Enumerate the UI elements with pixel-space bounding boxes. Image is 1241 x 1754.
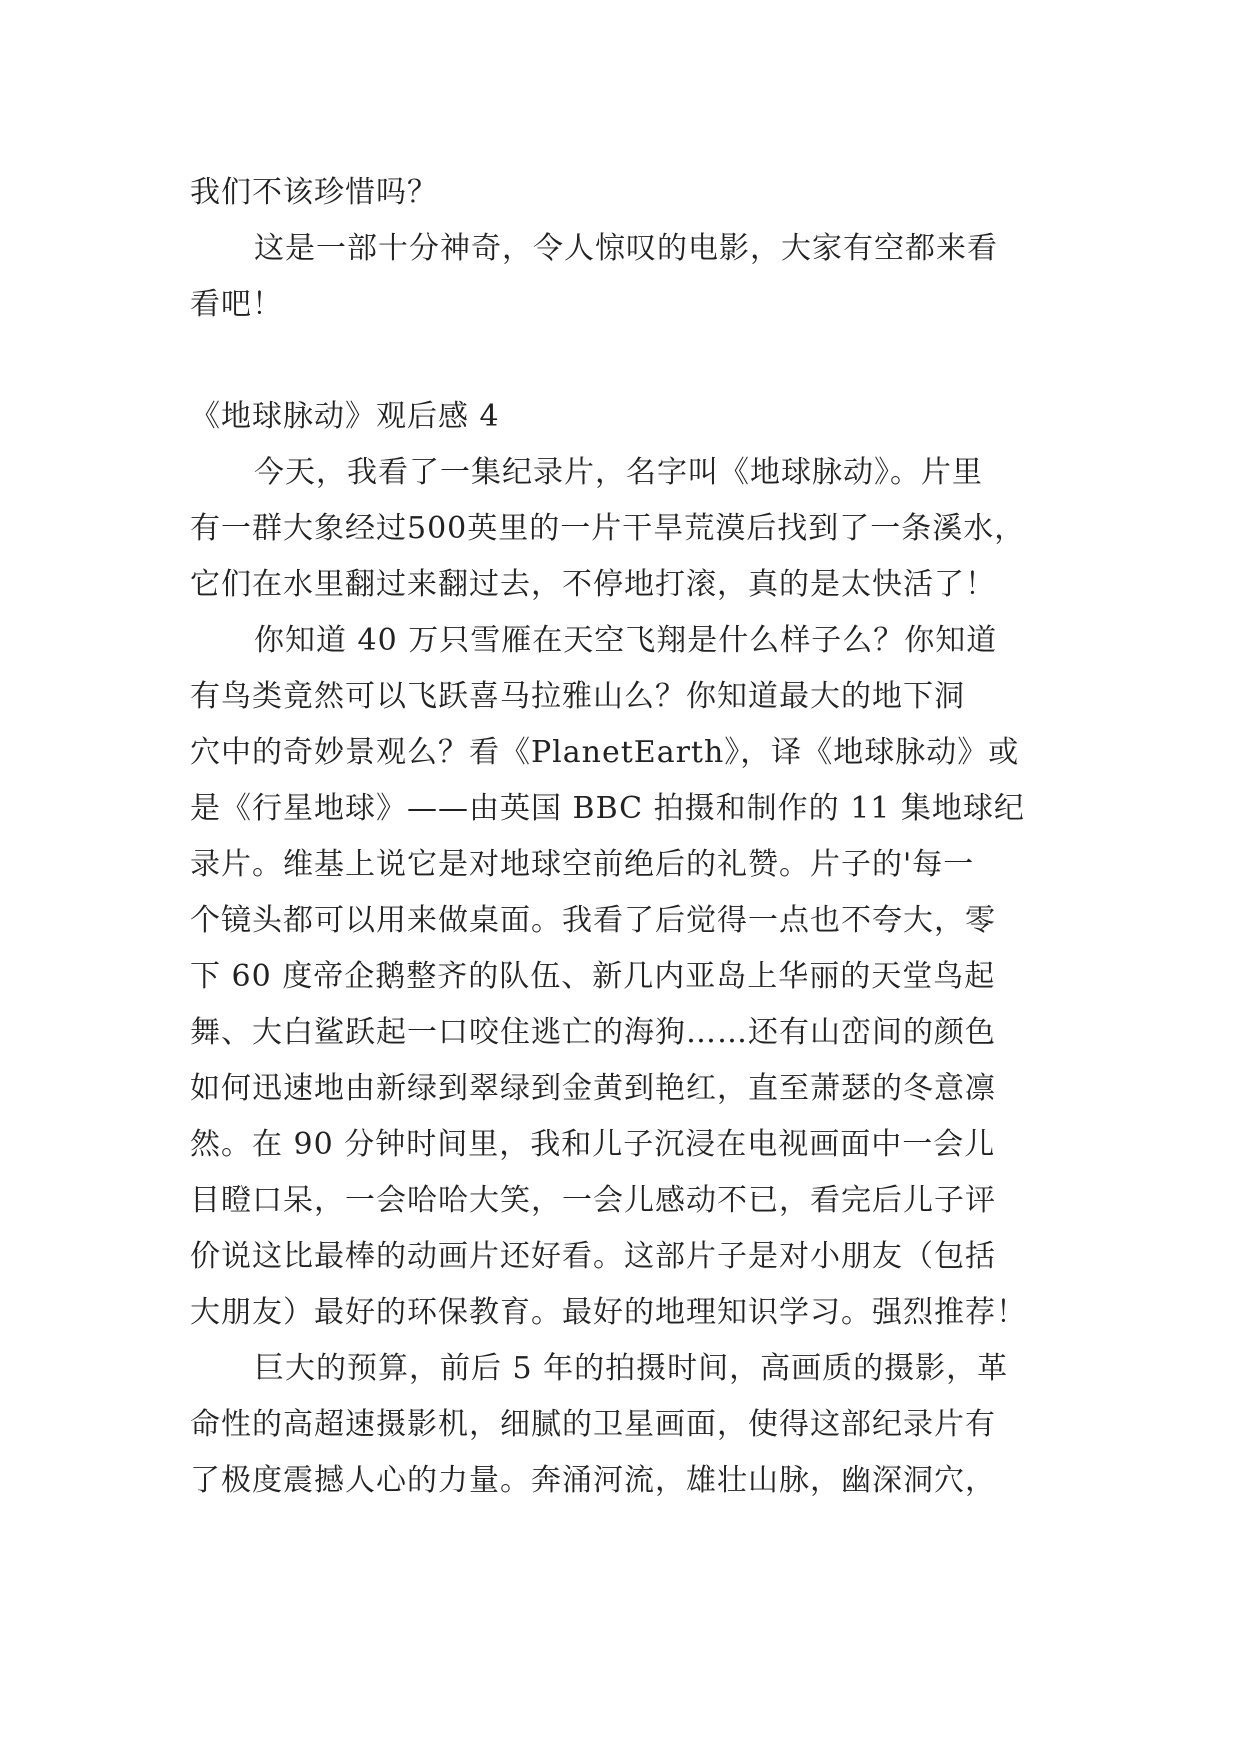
paragraph-line: 你知道 40 万只雪雁在天空飞翔是什么样子么？你知道 xyxy=(254,623,998,658)
document-body xyxy=(190,165,1060,1509)
paragraph-line: 目瞪口呆，一会哈哈大笑，一会儿感动不已，看完后儿子评 xyxy=(190,1183,996,1218)
paragraph-line: 个镜头都可以用来做桌面。我看了后觉得一点也不夸大，零 xyxy=(190,903,996,938)
paragraph-line: 穴中的奇妙景观么？看《PlanetEarth》，译《地球脉动》或 xyxy=(190,735,1020,770)
paragraph-line: 录片。维基上说它是对地球空前绝后的礼赞。片子的'每一 xyxy=(190,847,975,882)
paragraph-line: 巨大的预算，前后 5 年的拍摄时间，高画质的摄影，革 xyxy=(254,1351,1009,1386)
paragraph-line: 如何迅速地由新绿到翠绿到金黄到艳红，直至萧瑟的冬意凛 xyxy=(190,1071,996,1106)
paragraph-line: 看吧！ xyxy=(190,287,283,322)
section-gap xyxy=(190,333,1060,389)
paragraph-line: 下 60 度帝企鹅整齐的队伍、新几内亚岛上华丽的天堂鸟起 xyxy=(190,959,996,994)
paragraph-line: 然。在 90 分钟时间里，我和儿子沉浸在电视画面中一会儿 xyxy=(190,1127,996,1162)
paragraph-line: 有鸟类竟然可以飞跃喜马拉雅山么？你知道最大的地下洞 xyxy=(190,679,965,714)
paragraph-line: 命性的高超速摄影机，细腻的卫星画面，使得这部纪录片有 xyxy=(190,1407,996,1442)
paragraph-line: 今天，我看了一集纪录片，名字叫《地球脉动》。片里 xyxy=(254,455,983,490)
paragraph-line: 这是一部十分神奇，令人惊叹的电影，大家有空都来看 xyxy=(254,231,998,266)
paragraph-line: 有一群大象经过500英里的一片干旱荒漠后找到了一条溪水， xyxy=(190,511,1026,546)
paragraph-line: 了极度震撼人心的力量。奔涌河流，雄壮山脉，幽深洞穴， xyxy=(190,1463,996,1498)
paragraph-line: 是《行星地球》——由英国 BBC 拍摄和制作的 11 集地球纪 xyxy=(190,791,1025,826)
paragraph-line: 价说这比最棒的动画片还好看。这部片子是对小朋友（包括 xyxy=(190,1239,996,1274)
paragraph-line: 舞、大白鲨跃起一口咬住逃亡的海狗……还有山峦间的颜色 xyxy=(190,1015,996,1050)
paragraph-line: 它们在水里翻过来翻过去，不停地打滚，真的是太快活了！ xyxy=(190,567,996,602)
paragraph-line: 我们不该珍惜吗？ xyxy=(190,175,438,210)
section-heading: 《地球脉动》观后感 4 xyxy=(190,399,500,434)
paragraph-line: 大朋友）最好的环保教育。最好的地理知识学习。强烈推荐！ xyxy=(190,1295,1027,1330)
